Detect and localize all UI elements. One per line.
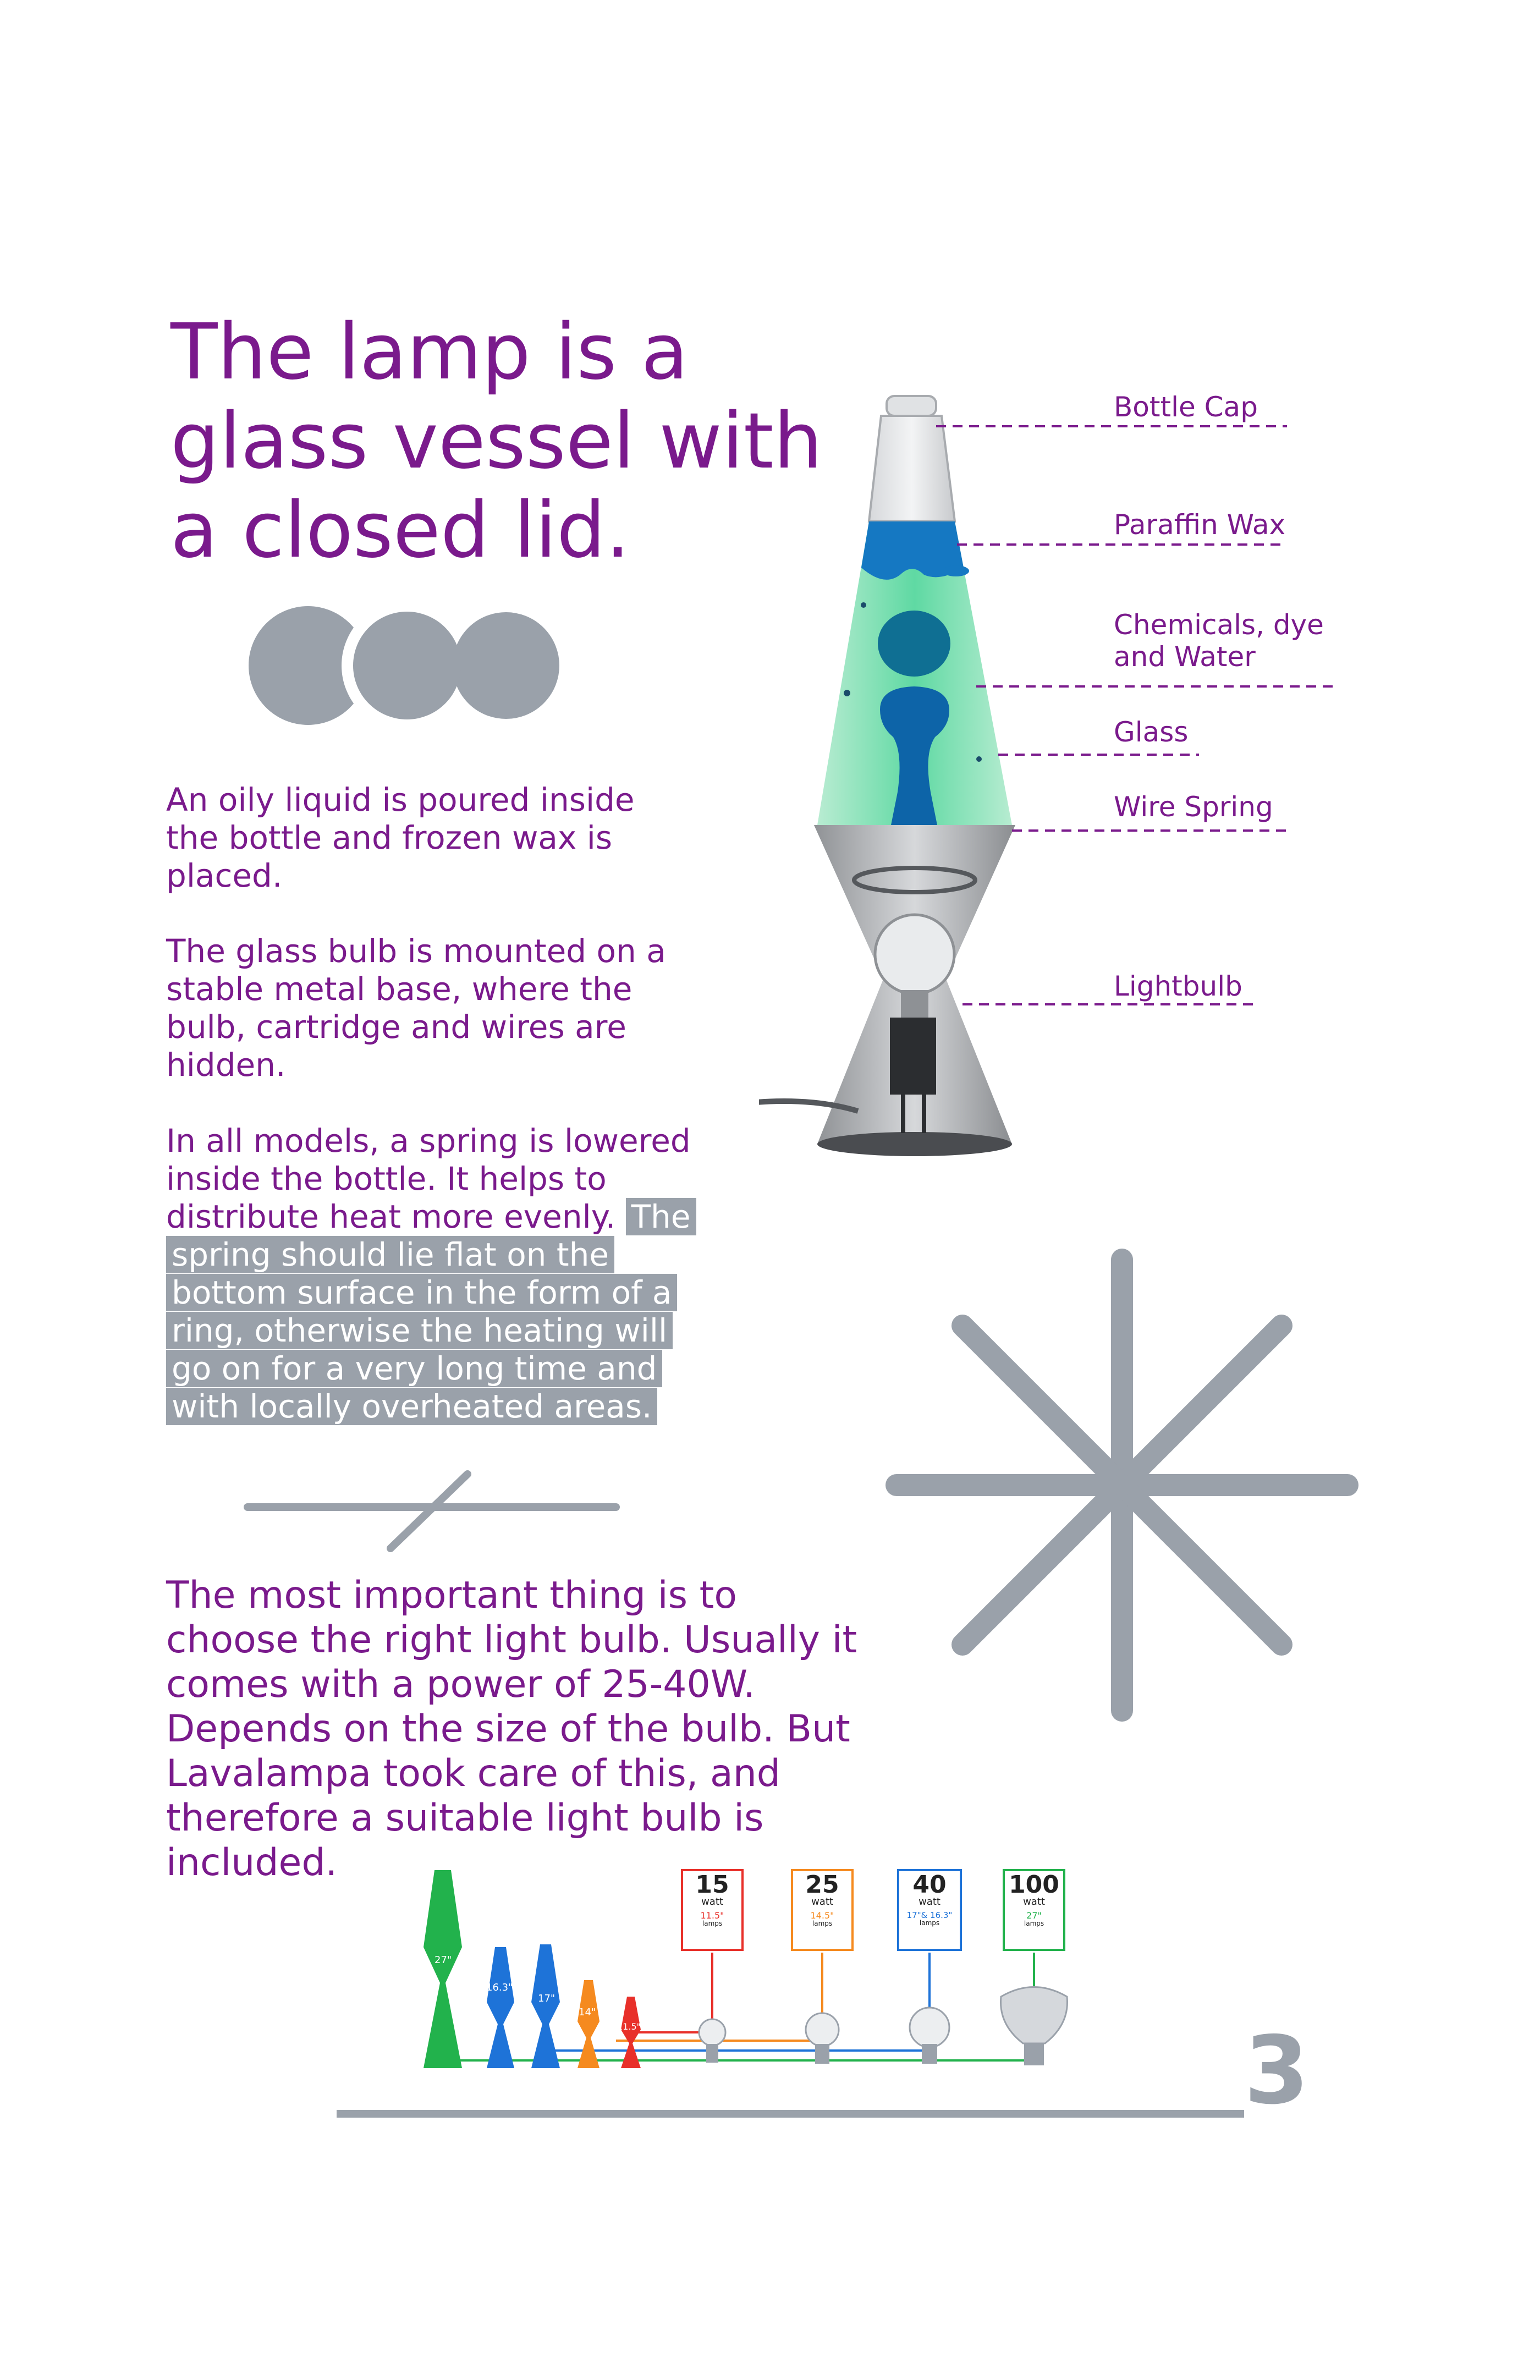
watt-value: 40 — [912, 1871, 947, 1899]
watt-size: 27" — [1026, 1910, 1042, 1921]
label-chemicals-line2: and Water — [1114, 641, 1256, 673]
watt-caption: lamps — [812, 1920, 833, 1927]
watt-size: 11.5" — [700, 1910, 724, 1921]
label-paraffin-wax: Paraffin Wax — [1114, 509, 1286, 541]
three-circles-decoration — [248, 605, 566, 726]
bulb-25-icon — [806, 2013, 839, 2064]
lamp-size-label-14: 14" — [579, 2007, 596, 2018]
watt-unit: watt — [701, 1896, 723, 1908]
asterisk-decoration — [886, 1249, 1358, 1722]
page-number: 3 — [1244, 2016, 1310, 2125]
watt-unit: watt — [919, 1896, 941, 1908]
bottle-cap-icon — [869, 396, 955, 521]
slash-divider — [242, 1469, 622, 1557]
lava-lamp-diagram — [759, 374, 1419, 1177]
watt-value: 15 — [695, 1871, 729, 1899]
watt-size: 14.5" — [810, 1910, 834, 1921]
watt-unit: watt — [1023, 1896, 1045, 1908]
watt-caption: lamps — [1024, 1920, 1044, 1927]
label-lightbulb: Lightbulb — [1114, 970, 1242, 1002]
lamp-size-label-16-3: 16.3" — [486, 1982, 513, 1993]
paragraph-light-bulb: The most important thing is to choose the right light bulb. Usually it comes with a power of 25-40W. Depends on the size of the bulb. But Lavalampa took care of this, and therefore a suitable light bulb is included. — [166, 1574, 857, 1884]
lamp-14-icon — [578, 1980, 600, 2068]
lamp-16-3-icon — [487, 1947, 514, 2068]
label-chemicals-line1: Chemicals, dye — [1114, 609, 1324, 641]
bulb-40-icon — [910, 2008, 949, 2064]
watt-unit: watt — [811, 1896, 833, 1908]
lamp-size-label-17: 17" — [538, 1993, 556, 2004]
paragraph-oily-liquid: An oily liquid is poured inside the bottle and frozen wax is placed. — [166, 781, 635, 894]
lamp-27-icon — [424, 1870, 462, 2068]
label-bottle-cap: Bottle Cap — [1114, 391, 1258, 423]
lamp-size-label-11-5: 11.5" — [617, 2021, 641, 2032]
watt-caption: lamps — [919, 1919, 940, 1927]
watt-box-100 — [1004, 1873, 1064, 1927]
watt-size: 17"& 16.3" — [906, 1910, 953, 1920]
footer-rule — [337, 2110, 1244, 2118]
glass-vessel-icon — [817, 521, 1012, 825]
paragraph-glass-bulb: The glass bulb is mounted on a stable metal base, where the bulb, cartridge and wires are hidden. — [166, 932, 666, 1084]
watt-value: 25 — [805, 1871, 839, 1899]
watt-box-40 — [898, 1873, 961, 1926]
watt-caption: lamps — [702, 1920, 723, 1927]
watt-box-25 — [792, 1873, 853, 1927]
bulb-15-icon — [699, 2019, 725, 2063]
lamp-size-label-27: 27" — [435, 1954, 452, 1966]
label-wire-spring: Wire Spring — [1114, 791, 1273, 823]
page-title: The lamp is a glass vessel with a closed lid. — [170, 307, 823, 575]
paragraph-spring — [166, 1122, 694, 1426]
watt-value: 100 — [1009, 1871, 1059, 1899]
watt-box-15 — [682, 1873, 743, 1927]
highlighted-note: The spring should lie flat on the bottom surface in the form of a ring, otherwise the heating will go on for a very long time and with locally overheated areas. — [166, 1198, 696, 1425]
label-glass: Glass — [1114, 716, 1189, 748]
bulb-100-icon — [1001, 1987, 1068, 2066]
lamp-11-5-icon — [621, 1997, 641, 2068]
paragraph-spring-text: In all models, a spring is lowered inside the bottle. It helps to distribute heat more evenly. — [166, 1122, 691, 1235]
